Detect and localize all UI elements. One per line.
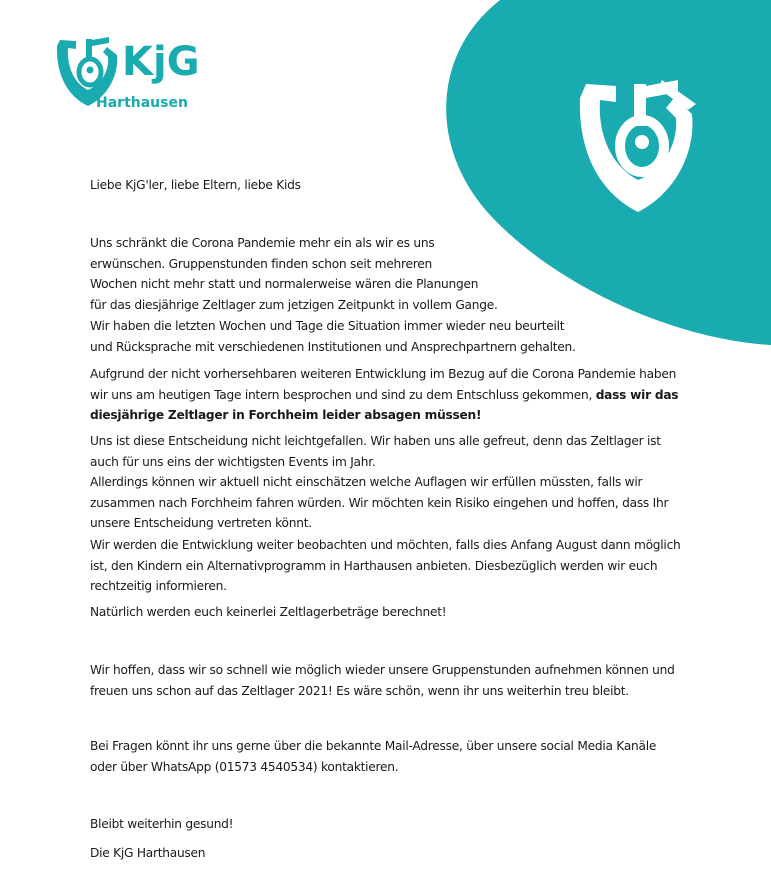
greeting: Liebe KjG'ler, liebe Eltern, liebe Kids bbox=[90, 178, 301, 192]
paragraph-4 bbox=[90, 431, 668, 534]
paragraph-5 bbox=[90, 535, 681, 597]
brand-name: KjG bbox=[122, 39, 200, 85]
closing: Bleibt weiterhin gesund! bbox=[90, 817, 234, 831]
text-line: Wir hoffen, dass wir so schnell wie möglich wieder unsere Gruppenstunden aufnehmen können und bbox=[90, 663, 675, 677]
text-line: ist, den Kindern ein Alternativprogramm in Harthausen anbieten. Diesbezüglich werden wir euch bbox=[90, 558, 658, 573]
text-line bbox=[90, 405, 678, 426]
text-emphasis: dass wir das bbox=[595, 387, 679, 402]
signature: Die KjG Harthausen bbox=[90, 846, 206, 860]
text-line: rechtzeitig informieren. bbox=[90, 579, 227, 593]
text-line: erwünschen. Gruppenstunden finden schon seit mehreren bbox=[90, 256, 432, 271]
text-line: und Rücksprache mit verschiedenen Institutionen und Ansprechpartnern gehalten. bbox=[90, 339, 576, 354]
text-line: Uns schränkt die Corona Pandemie mehr ein als wir es uns bbox=[90, 236, 435, 250]
paragraph-1 bbox=[90, 233, 498, 315]
text-line: für das diesjährige Zeltlager zum jetzigen Zeitpunkt in vollem Gange. bbox=[90, 297, 498, 312]
paragraph-6: Natürlich werden euch keinerlei Zeltlagerbeträge berechnet! bbox=[90, 605, 447, 619]
text-line: unsere Entscheidung vertreten könnt. bbox=[90, 516, 312, 530]
paragraph-8 bbox=[90, 736, 656, 777]
text-line: zusammen nach Forchheim fahren würden. Wir möchten kein Risiko eingehen und hoffen, dass Ihr bbox=[90, 495, 669, 510]
text-line: freuen uns schon auf das Zeltlager 2021! Es wäre schön, wenn ihr uns weiterhin treu bleibt. bbox=[90, 683, 629, 698]
text-line: oder über WhatsApp (01573 4540534) kontaktieren. bbox=[90, 759, 399, 774]
paragraph-2 bbox=[90, 316, 576, 357]
text-line: Wir werden die Entwicklung weiter beobachten und möchten, falls dies Anfang August dann möglich bbox=[90, 538, 681, 552]
text-line: Aufgrund der nicht vorhersehbaren weiteren Entwicklung im Bezug auf die Corona Pandemie haben bbox=[90, 367, 677, 381]
text-line: Allerdings können wir aktuell nicht einschätzen welche Auflagen wir erfüllen müssten, falls wir bbox=[90, 475, 643, 489]
paragraph-3 bbox=[90, 364, 678, 426]
paragraph-7 bbox=[90, 660, 675, 701]
text-line: Uns ist diese Entscheidung nicht leichtgefallen. Wir haben uns alle gefreut, denn das Zeltlager ist bbox=[90, 434, 661, 448]
brand-location: Harthausen bbox=[96, 95, 188, 111]
text-line: Bei Fragen könnt ihr uns gerne über die bekannte Mail-Adresse, über unsere social Media Kanäle bbox=[90, 739, 657, 753]
text-line: auch für uns eins der wichtigsten Events im Jahr. bbox=[90, 454, 376, 469]
kjg-emblem-icon bbox=[578, 78, 698, 218]
text-line bbox=[90, 385, 678, 406]
text-emphasis: diesjährige Zeltlager in Forchheim leider absagen müssen! bbox=[90, 408, 482, 422]
text-line: Wir haben die letzten Wochen und Tage die Situation immer wieder neu beurteilt bbox=[90, 319, 565, 333]
text-line: Wochen nicht mehr statt und normalerweise wären die Planungen bbox=[90, 277, 479, 291]
text-normal: wir uns am heutigen Tage intern besprochen und sind zu dem Entschluss gekommen, bbox=[90, 387, 596, 402]
